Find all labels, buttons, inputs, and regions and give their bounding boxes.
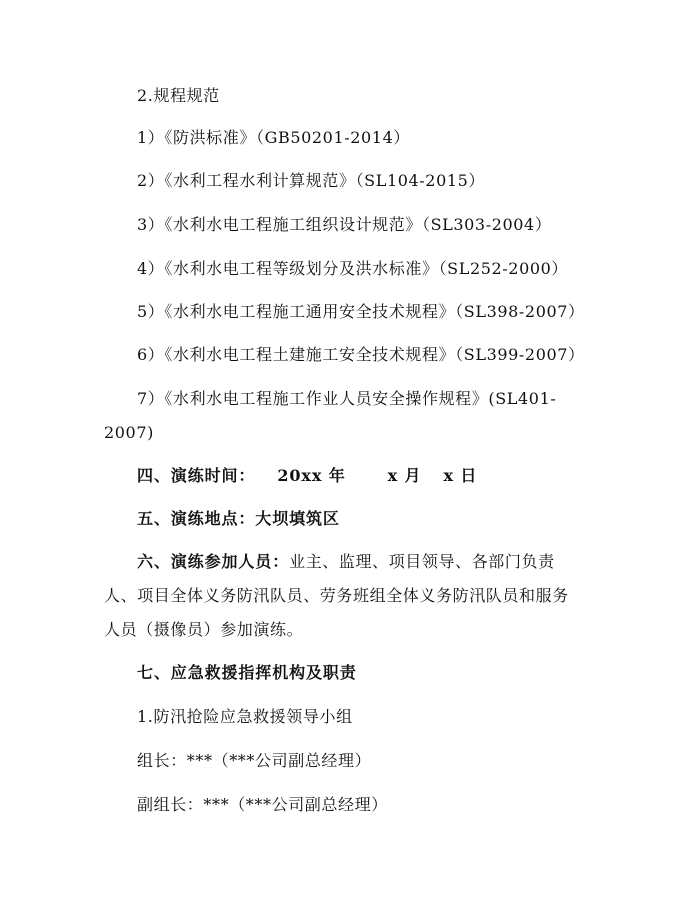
- drill-place: 五、演练地点：大坝填筑区: [137, 509, 340, 528]
- standard-item-3: 3）《水利水电工程施工组织设计规范》（SL303-2004）: [137, 215, 552, 234]
- standard-item-7-continued: 2007): [104, 423, 154, 442]
- participants-line-1: [0, 552, 700, 572]
- drill-time: [0, 466, 700, 486]
- standard-item-7: 7）《水利水电工程施工作业人员安全操作规程》(SL401-: [137, 389, 557, 408]
- group-deputy-leader: 副组长：***（***公司副总经理）: [137, 795, 388, 814]
- participants-label: 六、演练参加人员：: [137, 552, 290, 571]
- participants-line-2: 人、项目全体义务防汛队员、劳务班组全体义务防汛队员和服务: [104, 586, 569, 605]
- drill-time-day: x 日: [443, 466, 478, 485]
- subsection-heading-group: 1.防汛抢险应急救援领导小组: [137, 707, 353, 726]
- drill-time-month: x 月: [387, 466, 422, 485]
- standard-item-4: 4）《水利水电工程等级划分及洪水标准》（SL252-2000）: [137, 259, 569, 278]
- standard-item-5: 5）《水利水电工程施工通用安全技术规程》（SL398-2007）: [137, 302, 585, 321]
- section-heading-command: 七、应急救援指挥机构及职责: [137, 663, 357, 682]
- group-leader: 组长：***（***公司副总经理）: [137, 751, 372, 770]
- section-heading-standards: 2.规程规范: [137, 86, 220, 105]
- standard-item-6: 6）《水利水电工程土建施工安全技术规程》（SL399-2007）: [137, 345, 585, 364]
- standard-item-1: 1）《防洪标准》（GB50201-2014）: [137, 128, 410, 147]
- drill-time-year: 20xx 年: [277, 466, 346, 485]
- participants-text-1: 业主、监理、项目领导、各部门负责: [289, 552, 555, 571]
- participants-line-3: 人员（摄像员）参加演练。: [104, 620, 304, 639]
- drill-time-label: 四、演练时间：: [137, 466, 256, 485]
- standard-item-2: 2）《水利工程水利计算规范》（SL104-2015）: [137, 171, 486, 190]
